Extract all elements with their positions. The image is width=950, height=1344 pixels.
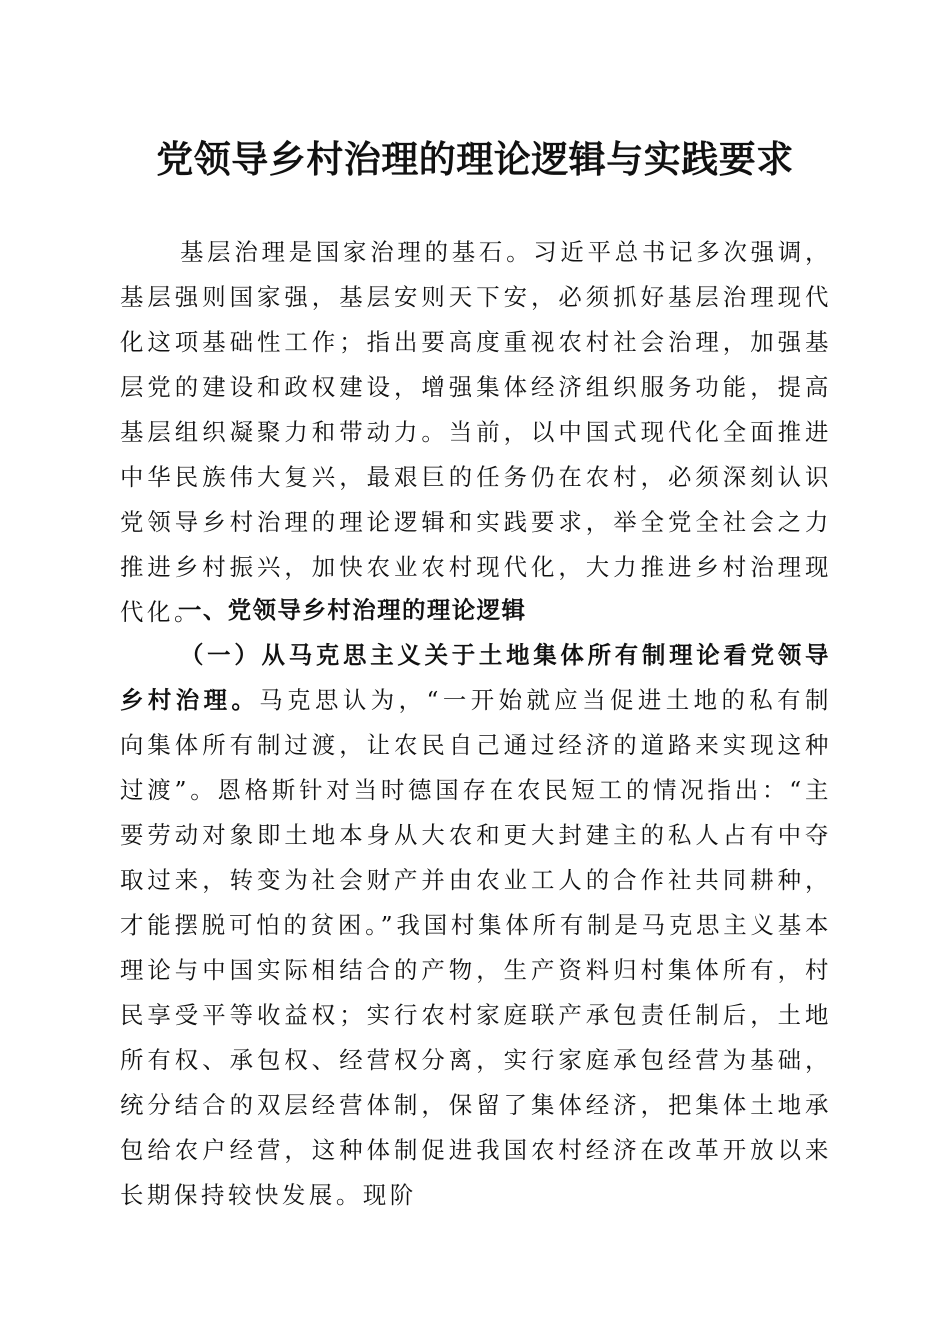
subsection-lead-sentence: （一）从马克思主义关于土地集体所有制理论看党领导乡村治理。: [120, 641, 832, 714]
subsection-body-text: 马克思认为，“一开始就应当促进土地的私有制向集体所有制过渡，让农民自己通过经济的道路来实现这种过渡”。恩格斯针对当时德国存在农民短工的情况指出：“主要劳动对象即土地本身从大农和更大封建主的私人占有中夺取过来，转变为社会财产并由农业工人的合作社共同耕种，才能摆脱可怕的贫困。”我国村集体所有制是马克思主义基本理论与中国实际相结合的产物，生产资料归村集体所有，村民享受平等收益权；实行农村家庭联产承包责任制后，土地所有权、承包权、经营权分离，实行家庭承包经营为基础，统分结合的双层经营体制，保留了集体经济，把集体土地承包给农户经营，这种体制促进我国农村经济在改革开放以来长期保持较快发展。现阶: [120, 686, 833, 1209]
intro-paragraph: 基层治理是国家治理的基石。习近平总书记多次强调，基层强则国家强，基层安则天下安，必须抓好基层治理现代化这项基础性工作；指出要高度重视农村社会治理，加强基层党的建设和政权建设，增强集体经济组织服务功能，提高基层组织凝聚力和带动力。当前，以中国式现代化全面推进中华民族伟大复兴，最艰巨的任务仍在农村，必须深刻认识党领导乡村治理的理论逻辑和实践要求，举全党全社会之力推进乡村振兴，加快农业农村现代化，大力推进乡村治理现代化。: [120, 238, 832, 626]
section-heading: 一、党领导乡村治理的理论逻辑: [178, 596, 527, 624]
document-title: 党领导乡村治理的理论逻辑与实践要求: [156, 137, 794, 181]
subsection-paragraph: [120, 633, 832, 1218]
